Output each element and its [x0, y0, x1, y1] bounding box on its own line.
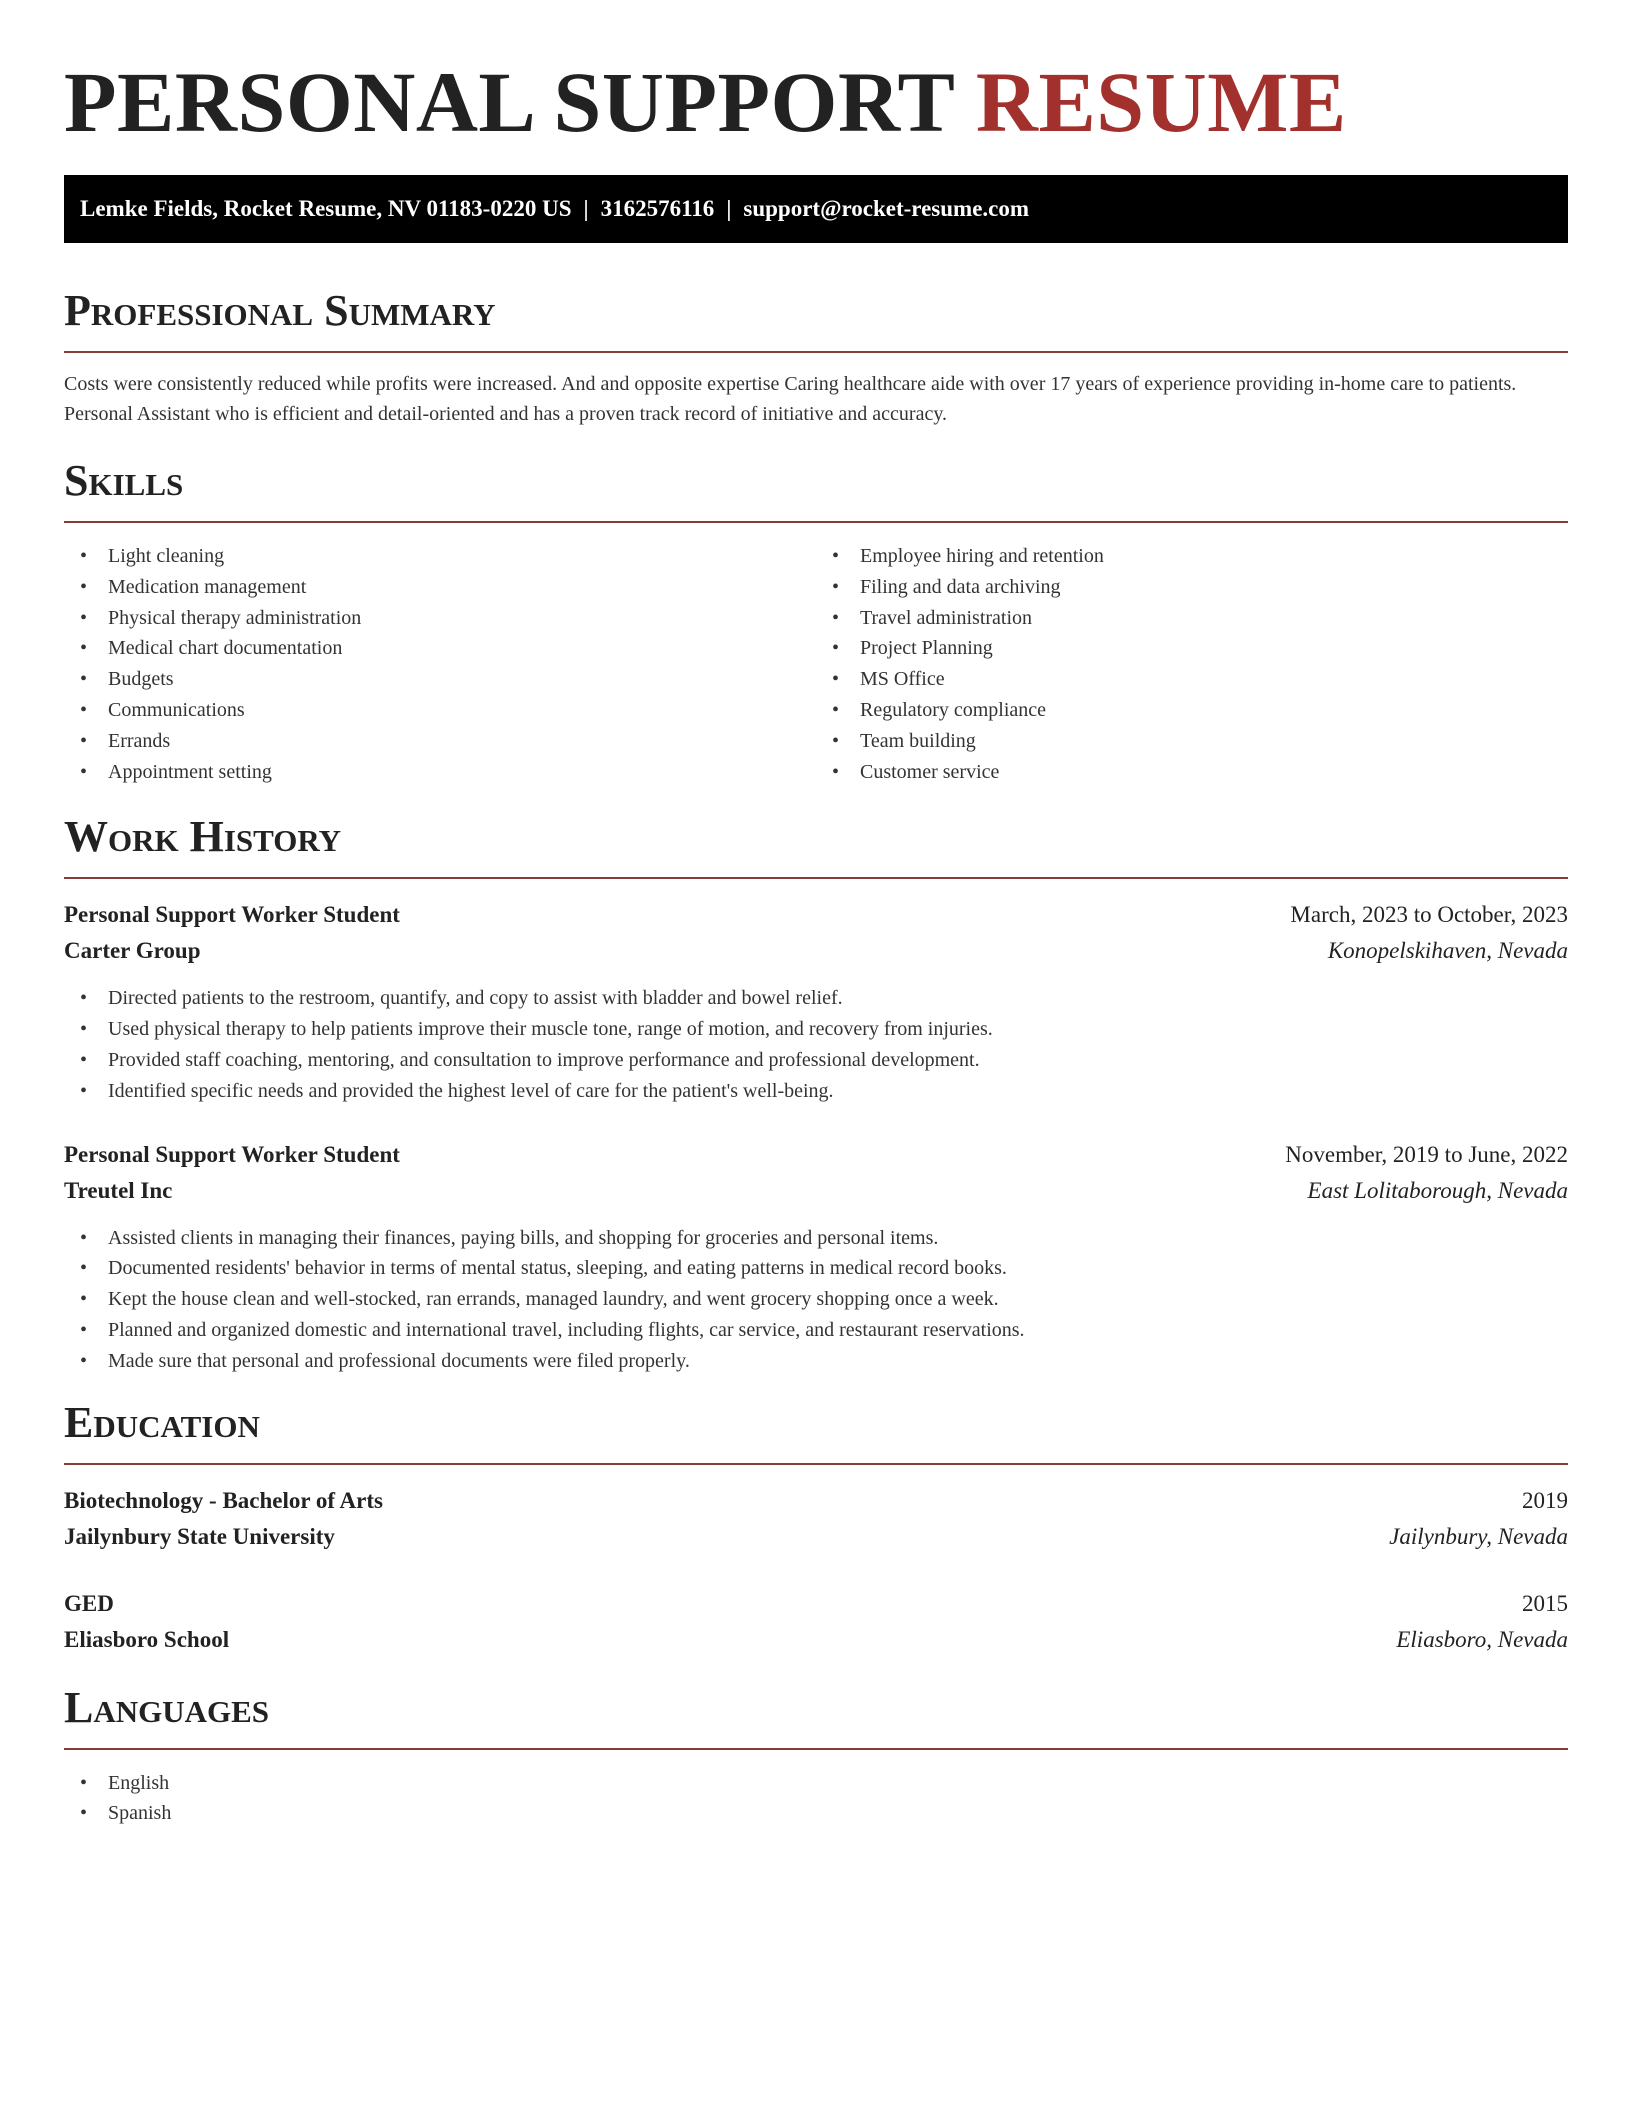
job-bullet: • Documented residents' behavior in terms of mental status, sleeping, and eating patterns in medical record books. — [64, 1253, 1568, 1284]
degree-row — [64, 1483, 1568, 1519]
skill-item: • Project Planning — [816, 633, 1568, 664]
skill-item: • Customer service — [816, 757, 1568, 788]
skill-item: • Communications — [64, 695, 816, 726]
skill-item: • Team building — [816, 726, 1568, 757]
degree-name: GED — [64, 1590, 114, 1616]
contact-bar — [64, 175, 1568, 243]
languages-heading: Languages — [64, 1684, 1568, 1750]
job-title-row — [64, 1137, 1568, 1173]
degree-row — [64, 1586, 1568, 1622]
job-entry — [64, 897, 1568, 1106]
skills-left-column — [64, 541, 816, 787]
job-bullet: • Made sure that personal and professional documents were filed properly. — [64, 1346, 1568, 1377]
job-bullet: • Planned and organized domestic and international travel, including flights, car service, and restaurant reservations. — [64, 1315, 1568, 1346]
degree-name: Biotechnology - Bachelor of Arts — [64, 1487, 383, 1513]
job-title: Personal Support Worker Student — [64, 1141, 400, 1167]
job-title: Personal Support Worker Student — [64, 902, 400, 928]
job-bullet: • Directed patients to the restroom, quantify, and copy to assist with bladder and bowel relief. — [64, 983, 1568, 1014]
contact-separator: | — [726, 196, 732, 221]
school-name: Jailynbury State University — [64, 1523, 335, 1549]
job-location: East Lolitaborough, Nevada — [1307, 1177, 1568, 1203]
job-bullet-list — [64, 983, 1568, 1106]
skill-item: • Medical chart documentation — [64, 633, 816, 664]
degree-year: 2015 — [1522, 1590, 1568, 1616]
resume-title — [64, 52, 1568, 152]
job-bullet: • Identified specific needs and provided the highest level of care for the patient's well-being. — [64, 1076, 1568, 1107]
skill-item: • Budgets — [64, 664, 816, 695]
skills-right-column — [816, 541, 1568, 787]
school-row — [64, 1519, 1568, 1555]
contact-email: support@rocket-resume.com — [743, 196, 1030, 221]
work-history-heading: Work History — [64, 813, 1568, 879]
summary-heading: Professional Summary — [64, 287, 1568, 353]
skill-item: • Errands — [64, 726, 816, 757]
job-title-row — [64, 897, 1568, 933]
skills-columns — [64, 541, 1568, 787]
title-main: PERSONAL SUPPORT — [64, 54, 954, 150]
school-row — [64, 1622, 1568, 1658]
job-company-row — [64, 1173, 1568, 1209]
job-bullet: • Provided staff coaching, mentoring, and consultation to improve performance and professional development. — [64, 1045, 1568, 1076]
job-dates: November, 2019 to June, 2022 — [1285, 1141, 1568, 1167]
job-company: Treutel Inc — [64, 1177, 173, 1203]
job-company-row — [64, 933, 1568, 969]
school-location: Eliasboro, Nevada — [1396, 1626, 1568, 1652]
job-bullet: • Used physical therapy to help patients improve their muscle tone, range of motion, and recovery from injuries. — [64, 1014, 1568, 1045]
job-location: Konopelskihaven, Nevada — [1327, 938, 1568, 964]
languages-list — [64, 1768, 1568, 1830]
skill-item: • Travel administration — [816, 603, 1568, 634]
skill-item: • Light cleaning — [64, 541, 816, 572]
contact-phone: 3162576116 — [600, 196, 715, 221]
school-location: Jailynbury, Nevada — [1389, 1523, 1568, 1549]
skill-item: • MS Office — [816, 664, 1568, 695]
job-bullet: • Assisted clients in managing their finances, paying bills, and shopping for groceries and personal items. — [64, 1223, 1568, 1254]
job-company: Carter Group — [64, 938, 201, 964]
skill-item: • Appointment setting — [64, 757, 816, 788]
degree-year: 2019 — [1522, 1487, 1568, 1513]
language-item: • Spanish — [64, 1798, 1568, 1829]
job-bullet: • Kept the house clean and well-stocked, ran errands, managed laundry, and went grocery shopping once a week. — [64, 1284, 1568, 1315]
skills-heading: Skills — [64, 457, 1568, 523]
contact-separator: | — [583, 196, 589, 221]
skill-item: • Physical therapy administration — [64, 603, 816, 634]
skill-item: • Regulatory compliance — [816, 695, 1568, 726]
title-accent: RESUME — [975, 54, 1347, 150]
job-bullet-list — [64, 1223, 1568, 1377]
contact-address: Lemke Fields, Rocket Resume, NV 01183-0220 US — [80, 196, 572, 221]
education-entry — [64, 1586, 1568, 1658]
job-entry — [64, 1137, 1568, 1377]
skill-item: • Filing and data archiving — [816, 572, 1568, 603]
education-entry — [64, 1483, 1568, 1555]
summary-text: Costs were consistently reduced while profits were increased. And and opposite expertise Caring healthcare aide with over 17 years of experience providing in-home care to patients. Personal Assistant who is efficient and detail-oriented and has a proven track record of initiative and accuracy. — [64, 373, 1517, 425]
school-name: Eliasboro School — [64, 1626, 230, 1652]
education-heading: Education — [64, 1399, 1568, 1465]
job-dates: March, 2023 to October, 2023 — [1290, 902, 1568, 928]
skill-item: • Employee hiring and retention — [816, 541, 1568, 572]
language-item: • English — [64, 1768, 1568, 1799]
skill-item: • Medication management — [64, 572, 816, 603]
